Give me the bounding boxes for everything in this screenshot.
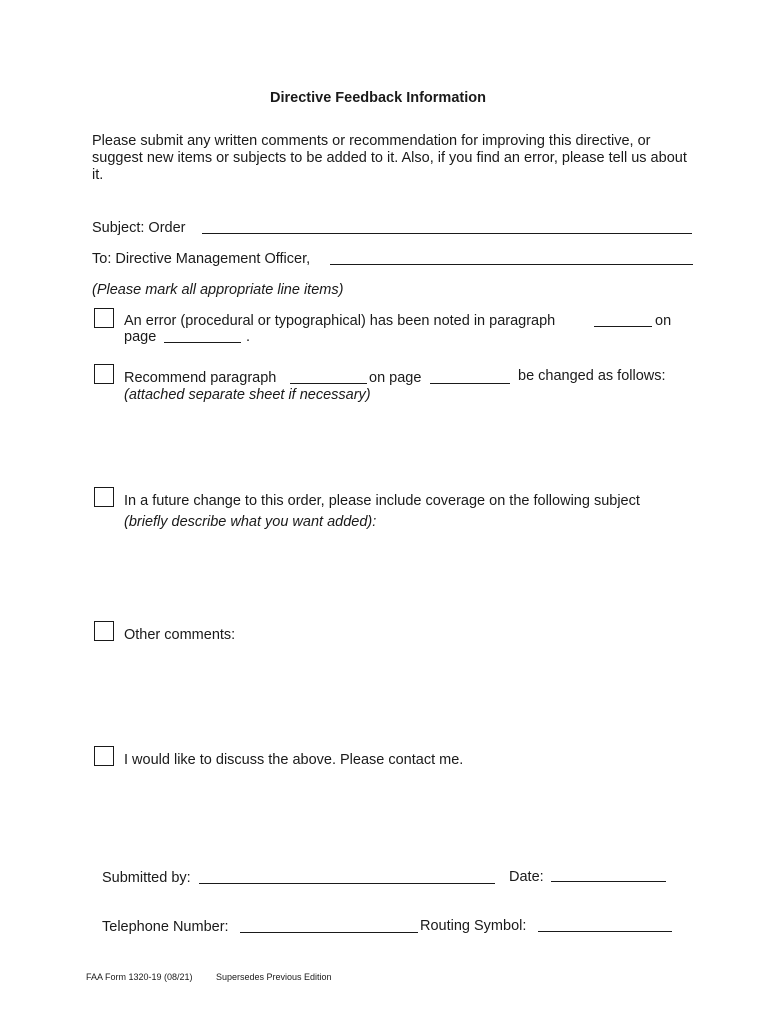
other-text: Other comments: — [124, 627, 236, 643]
date-field[interactable] — [551, 881, 666, 882]
submitted-field[interactable] — [199, 883, 495, 884]
subject-field[interactable] — [202, 233, 692, 234]
recommend-text: Recommend paragraph — [124, 370, 277, 386]
recommend-checkbox[interactable] — [94, 364, 114, 384]
error-page-label: page — [124, 329, 157, 345]
error-period: . — [246, 329, 251, 345]
error-page-field[interactable] — [164, 342, 241, 343]
form-number: FAA Form 1320-19 (08/21) — [86, 972, 193, 982]
supersedes-note: Supersedes Previous Edition — [216, 972, 332, 982]
error-paragraph-field[interactable] — [594, 326, 652, 327]
submitted-label: Submitted by: — [102, 870, 191, 886]
recommend-on-page-label: on page — [369, 370, 422, 386]
discuss-checkbox[interactable] — [94, 746, 114, 766]
error-on-label: on — [655, 313, 672, 329]
error-text: An error (procedural or typographical) has been noted in paragraph — [124, 313, 556, 329]
routing-label: Routing Symbol: — [420, 918, 527, 934]
to-label: To: Directive Management Officer, — [92, 251, 311, 267]
date-label: Date: — [509, 869, 544, 885]
intro-paragraph: Please submit any written comments or recommendation for improving this directive, or suggest new items or subjects to be added to it. Also, if you find an error, please tell us about it. — [92, 133, 687, 183]
page-title: Directive Feedback Information — [270, 90, 486, 106]
subject-label: Subject: Order — [92, 220, 186, 236]
routing-field[interactable] — [538, 931, 672, 932]
recommend-changed-label: be changed as follows: — [518, 368, 666, 384]
telephone-field[interactable] — [240, 932, 418, 933]
to-field[interactable] — [330, 264, 693, 265]
telephone-label: Telephone Number: — [102, 919, 229, 935]
future-text: In a future change to this order, please include coverage on the following subject — [124, 493, 640, 509]
recommend-paragraph-field[interactable] — [290, 383, 367, 384]
error-checkbox[interactable] — [94, 308, 114, 328]
recommend-page-field[interactable] — [430, 383, 510, 384]
future-note: (briefly describe what you want added): — [124, 514, 377, 530]
other-checkbox[interactable] — [94, 621, 114, 641]
recommend-note: (attached separate sheet if necessary) — [124, 387, 371, 403]
mark-instruction: (Please mark all appropriate line items) — [92, 282, 344, 298]
discuss-text: I would like to discuss the above. Please contact me. — [124, 752, 464, 768]
future-checkbox[interactable] — [94, 487, 114, 507]
